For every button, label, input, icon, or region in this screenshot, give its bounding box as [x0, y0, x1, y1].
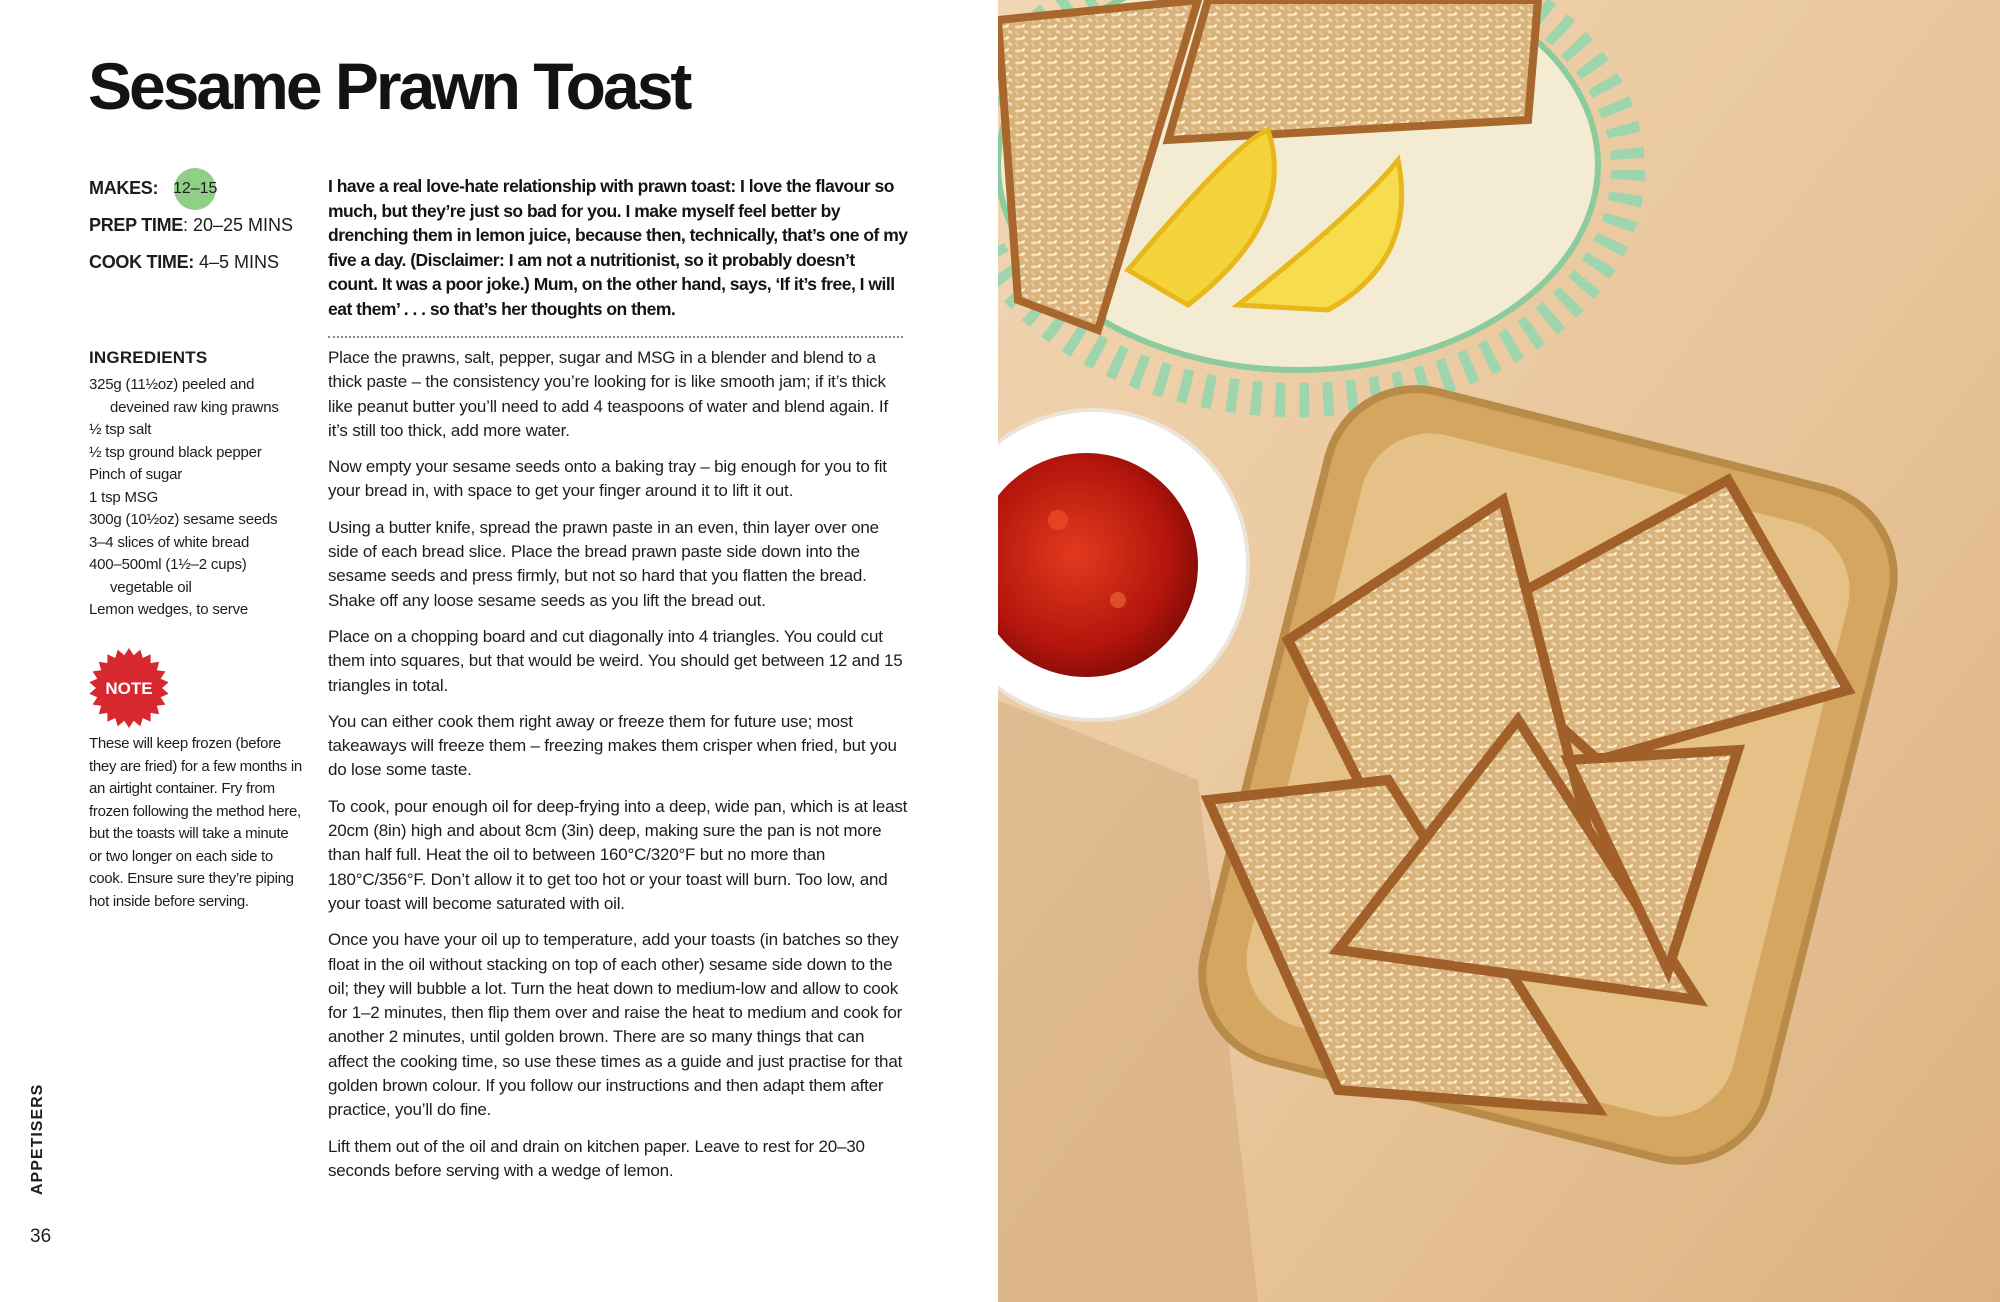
method-paragraph: You can either cook them right away or freeze them for future use; most takeaways will freeze them – freezing makes them crisper when fried, but you do lose some taste.	[328, 711, 897, 780]
makes-label: MAKES:	[89, 178, 159, 198]
prawn-toast-photo-illustration	[998, 0, 2000, 1302]
method-paragraph: Now empty your sesame seeds onto a baking tray – big enough for you to fit your bread in, with space to get your finger around it to lift it out.	[328, 457, 887, 501]
method-paragraph: Place the prawns, salt, pepper, sugar and MSG in a blender and blend to a thick paste – the consistency you’re looking for is like smooth jam; if it’s thick like peanut butter you’ll need to add 4 teaspoons of water and blend again. If it’s still too thick, add more water.	[328, 348, 888, 440]
recipe-title: Sesame Prawn Toast	[88, 49, 690, 123]
method-paragraph: Place on a chopping board and cut diagonally into 4 triangles. You could cut them into squares, but that would be weird. You should get between 12 and 15 triangles in total.	[328, 626, 903, 695]
ingredients-heading: INGREDIENTS	[89, 348, 208, 367]
method-paragraph: Once you have your oil up to temperature, add your toasts (in batches so they float in the oil without stacking on top of each other) sesame side down to the oil; they will bubble a lot. Turn the heat down to medium-low and allow to cook for 1–2 minutes, then flip them over and raise the heat to medium and cook for another 2 minutes, until golden brown. There are so many things that can affect the cooking time, so use these times as a guide and just practise for that golden brown colour. If you follow our instructions and then adapt them after practice, you’ll do fine.	[328, 930, 903, 1120]
method-paragraph: Using a butter knife, spread the prawn paste in an even, thin layer over one side of each bread slice. Place the bread prawn paste side down into the sesame seeds and press firmly, but not so hard that you flatten the bread. Shake off any loose sesame seeds as you lift the bread out.	[328, 517, 879, 610]
ingredient-item: Pinch of sugar	[89, 466, 183, 483]
chilli-flakes	[1048, 510, 1068, 530]
ingredients-section	[89, 348, 309, 622]
ingredient-item: Lemon wedges, to serve	[89, 601, 249, 618]
section-tab: APPETISERS	[29, 1083, 46, 1195]
makes-badge: 12–15	[174, 168, 216, 210]
method-paragraph: Lift them out of the oil and drain on kitchen paper. Leave to rest for 20–30 seconds before serving with a wedge of lemon.	[328, 1136, 865, 1180]
ingredient-item: 400–500ml (1½–2 cups) vegetable oil	[89, 556, 247, 596]
prep-time-value: : 20–25 MINS	[183, 215, 294, 235]
prep-time-row	[89, 207, 319, 244]
recipe-page	[0, 0, 998, 1302]
food-photo	[998, 0, 2000, 1302]
note-badge-label: NOTE	[105, 679, 153, 698]
method-section	[328, 346, 908, 1195]
cook-time-row	[89, 244, 319, 281]
ingredient-item: 300g (10½oz) sesame seeds	[89, 511, 278, 528]
prep-time-label: PREP TIME	[89, 215, 183, 235]
ingredients-list	[89, 374, 309, 622]
plate-toast-right	[1168, 0, 1538, 140]
note-starburst-icon	[88, 647, 170, 729]
recipe-intro: I have a real love-hate relationship with prawn toast: I love the flavour so much, but they’re just so bad for you. I make myself feel better by drenching them in lemon juice, because then, technically, that’s one of my five a day. (Disclaimer: I am not a nutritionist, so it probably doesn’t count. It was a poor joke.) Mum, on the other hand, says, ‘If it’s free, I will eat them’ . . . so that’s her thoughts on them.	[328, 176, 908, 319]
cook-time-label: COOK TIME:	[89, 252, 194, 272]
ingredient-item: 1 tsp MSG	[89, 488, 159, 506]
makes-row	[89, 170, 319, 207]
method-paragraph: To cook, pour enough oil for deep-frying into a deep, wide pan, which is at least 20cm (8in) high and about 8cm (3in) deep, making sure the pan is not more than half full. Heat the oil to between 160°C/320°F but no more than 180°C/356°F. Don’t allow it to get too hot or your toast will burn. Too low, and your toast will become saturated with oil.	[328, 796, 908, 913]
ingredient-item: 325g (11½oz) peeled and deveined raw king prawns	[89, 376, 279, 416]
recipe-meta	[89, 170, 319, 281]
cook-time-value: 4–5 MINS	[194, 252, 280, 272]
note-text: These will keep frozen (before they are fried) for a few months in an airtight container. Fry from frozen following the method here, but the toasts will take a minute or two longer on each side to cook. Ensure sure they’re piping hot inside before serving.	[89, 735, 302, 910]
dotted-divider	[328, 336, 903, 338]
ingredient-item: ½ tsp salt	[89, 421, 152, 438]
chilli-flakes	[1110, 592, 1126, 608]
page-number: 36	[30, 1226, 52, 1247]
ingredient-item: ½ tsp ground black pepper	[89, 443, 262, 461]
ingredient-item: 3–4 slices of white bread	[89, 533, 250, 551]
